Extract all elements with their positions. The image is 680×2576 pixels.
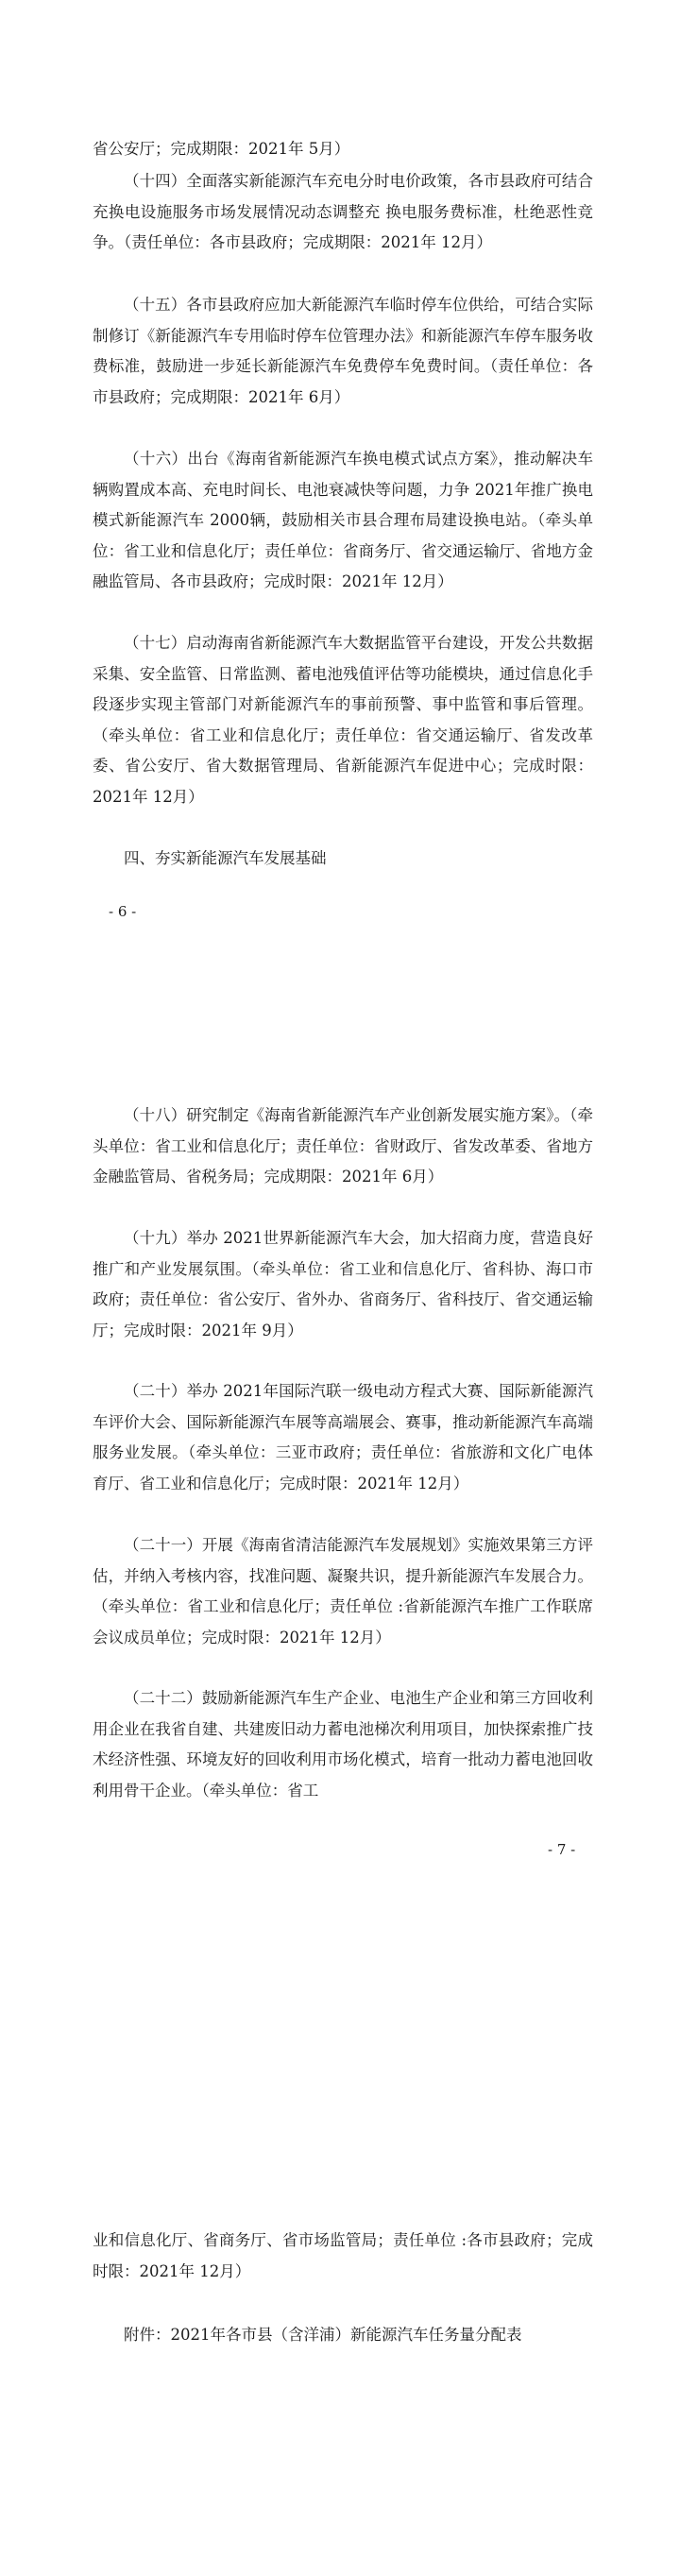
section-heading-4: 四、夯实新能源汽车发展基础 (124, 849, 327, 867)
paragraph-22-end: 业和信息化厅、省商务厅、省市场监管局；责任单位 :各市县政府；完成时限：2021年 12月） (93, 2231, 593, 2280)
page-number: - 6 - (109, 903, 137, 920)
paragraph-14: （十四）全面落实新能源汽车充电分时电价政策，各市县政府可结合充换电设施服务市场发展情况动态调整充 换电服务费标准，杜绝恶性竞争。（责任单位：各市县政府；完成期限：2021年 12月） (93, 172, 593, 251)
document-page-8 (0, 2229, 680, 2576)
paragraph-16: （十六）出台《海南省新能源汽车换电模式试点方案》，推动解决车辆购置成本高、充电时间长、电池衰减快等问题，力争 2021年推广换电模式新能源汽车 2000辆，鼓励相关市县合理布局建设换电站。（牵头单位：省工业和信息化厅；责任单位：省商务厅、省交通运输厅、省地方金融监管局、各市县政府；完成时限：2021年 12月） (93, 450, 593, 590)
paragraph-22: （二十二）鼓励新能源汽车生产企业、电池生产企业和第三方回收利用企业在我省自建、共建废旧动力蓄电池梯次利用项目，加快探索推广技术经济性强、环境友好的回收利用市场化模式，培育一批动力蓄电池回收利用骨干企业。（牵头单位：省工 (93, 1689, 593, 1800)
paragraph-19: （十九）举办 2021世界新能源汽车大会，加大招商力度，营造良好推广和产业发展氛围。（牵头单位：省工业和信息化厅、省科协、海口市政府；责任单位：省公安厅、省外办、省商务厅、省科技厅、省交通运输厅；完成时限：2021年 9月） (93, 1229, 593, 1339)
paragraph-17: （十七）启动海南省新能源汽车大数据监管平台建设，开发公共数据采集、安全监管、日常监测、蓄电池残值评估等功能模块，通过信息化手段逐步实现主管部门对新能源汽车的事前预警、事中监管和事后管理。（牵头单位：省工业和信息化厅；责任单位：省交通运输厅、省发改革委、省公安厅、省大数据管理局、省新能源汽车促进中心；完成时限：2021年 12月） (93, 634, 593, 806)
paragraph-18: （十八）研究制定《海南省新能源汽车产业创新发展实施方案》。（牵头单位：省工业和信息化厅；责任单位：省财政厅、省发改革委、省地方金融监管局、省税务局；完成期限：2021年 6月） (93, 1106, 593, 1186)
document-page-7 (0, 1067, 680, 2092)
page-number: - 7 - (548, 1841, 576, 1858)
paragraph-20: （二十）举办 2021年国际汽联一级电动方程式大赛、国际新能源汽车评价大会、国际新能源汽车展等高端展会、赛事，推动新能源汽车高端服务业发展。（牵头单位：三亚市政府；责任单位：省旅游和文化广电体育厅、省工业和信息化厅；完成时限：2021年 12月） (93, 1382, 593, 1493)
paragraph-21: （二十一）开展《海南省清洁能源汽车发展规划》实施效果第三方评估，并纳入考核内容，找准问题、凝聚共识，提升新能源汽车发展合力。（牵头单位：省工业和信息化厅；责任单位 :省新能源汽车推广工作联席会议成员单位；完成时限：2021年 12月） (93, 1536, 593, 1646)
attachment-line: 附件：2021年各市县（含洋浦）新能源汽车任务量分配表 (124, 2326, 522, 2344)
paragraph-15: （十五）各市县政府应加大新能源汽车临时停车位供给，可结合实际制修订《新能源汽车专用临时停车位管理办法》和新能源汽车停车服务收费标准，鼓励进一步延长新能源汽车免费停车免费时间。（责任单位：各市县政府；完成期限：2021年 6月） (93, 296, 593, 406)
document-page-6 (0, 0, 680, 964)
paragraph-13-end: 省公安厅；完成期限：2021年 5月） (93, 140, 350, 158)
